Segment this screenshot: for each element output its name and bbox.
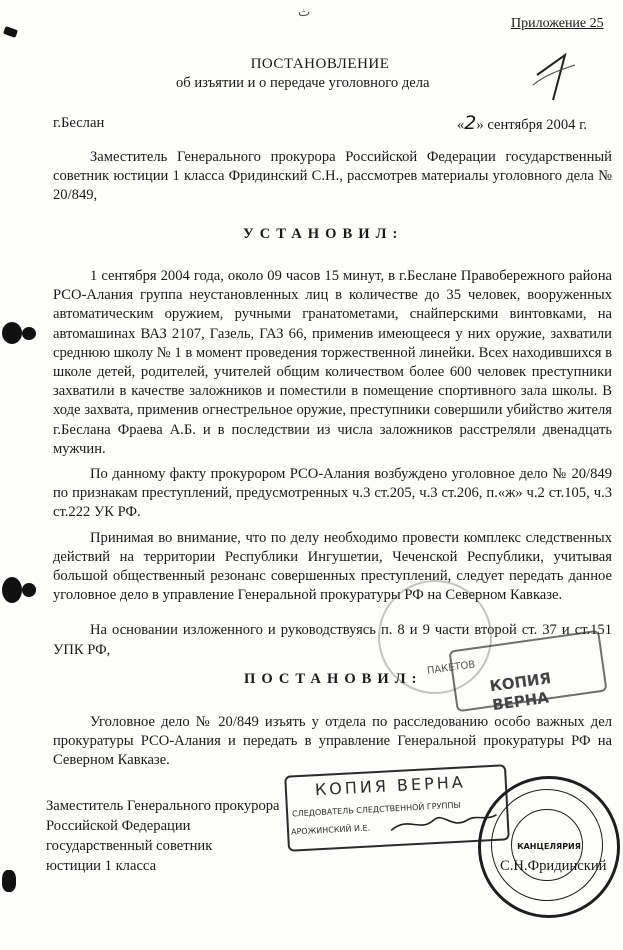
signer-name: С.Н.Фридинский — [500, 858, 607, 874]
seal-center-text: КАНЦЕЛЯРИЯ — [517, 842, 581, 851]
handwritten-number — [525, 45, 585, 105]
date-day: 2 — [464, 112, 477, 134]
city: г.Беслан — [53, 115, 105, 131]
packet-stamp-title: ПАКЕТОВ — [426, 659, 477, 677]
signature-line: юстиции 1 класса — [46, 858, 157, 874]
hole-punch — [2, 322, 22, 344]
paragraph-grounds: На основании изложенного и руководствуясь п. 8 и 9 части второй ст. 37 и ст.151 УПК РФ, — [53, 622, 612, 658]
hole-punch — [3, 26, 18, 38]
document-title: ПОСТАНОВЛЕНИЕ — [250, 56, 390, 72]
copy-stamp-title: КОПИЯ ВЕРНА — [314, 772, 467, 800]
document-subtitle: об изъятии и о передаче уголовного дела — [176, 75, 430, 91]
hole-punch — [2, 870, 16, 892]
paragraph-events: 1 сентября 2004 года, около 09 часов 15 минут, в г.Беслане Правобережного района РСО-Алания группа неустановленных лиц в количестве до 35 человек, вооруженных автоматическим оружием, ручными гранатометами, снайперскими винтовками, на автомашинах ВАЗ 2107, Газель, ГАЗ 66, применив имеющееся у них оружие, захватили среднюю школу № 1 в момент проведения торжественной линейки. Всех находившихся в школе детей, родителей, учителей общим количеством более 600 человек преступники захватили в качестве заложников и поместили в помещение спортивного зала школы. В ходе захвата, применив огнестрельное оружие, преступники совершили убийство жителя г.Беслана Фраева А.Б. и в последствии из числа заложников расстреляли двенадцать мужчин. — [53, 268, 612, 457]
intro-paragraph: Заместитель Генерального прокурора Российской Федерации государственный советник юстиции 1 класса Фридинский С.Н., рассмотрев материалы уголовного дела № 20/849, — [53, 149, 612, 204]
official-round-seal — [478, 776, 620, 918]
signature-line: Заместитель Генерального прокурора — [46, 798, 280, 814]
signature-block — [46, 796, 280, 876]
decided-heading: ПОСТАНОВИЛ: — [244, 671, 423, 687]
paragraph-case: По данному факту прокурором РСО-Алания возбуждено уголовное дело № 20/849 по признакам преступлений, предусмотренных ч.3 ст.205, ч.3 ст.206, п.«ж» ч.2 ст.105, ч.3 ст.222 УК РФ. — [53, 466, 612, 521]
copy-stamp-name: АРОЖИНСКИЙ И.Е. — [290, 823, 371, 837]
date-suffix: » сентября 2004 г. — [476, 117, 588, 133]
appendix-label: Приложение 25 — [511, 16, 604, 31]
copy-stamp-role: СЛЕДОВАТЕЛЬ СЛЕДСТВЕННОЙ ГРУППЫ — [291, 800, 461, 819]
established-body — [53, 267, 612, 660]
established-heading: УСТАНОВИЛ: — [243, 226, 404, 242]
date — [457, 114, 587, 135]
date-prefix: « — [457, 117, 465, 133]
decision-paragraph: Уголовное дело № 20/849 изъять у отдела по расследованию особо важных дел прокуратуры РСО-Алания и передать в управление Генеральной прокуратуры РФ на Северном Кавказе. — [53, 714, 612, 769]
signature-line: Российской Федерации — [46, 818, 191, 834]
hole-punch — [22, 327, 36, 340]
signature-line: государственный советник — [46, 838, 213, 854]
paragraph-reasons: Принимая во внимание, что по делу необходимо провести комплекс следственных действий на территории Республики Ингушетии, Чеченской Республики, учитывая большой общественный резонанс совершенных преступлений, следует передать данное уголовное дело в управление Генеральной прокуратуры РФ на Северном Кавказе. — [53, 529, 612, 604]
hole-punch — [22, 583, 36, 597]
hole-punch — [2, 577, 22, 603]
scribble-mark: ﺙ — [298, 4, 311, 19]
copy-true-stamp — [284, 764, 510, 852]
packet-stamp-copy: КОПИЯ ВЕРНА — [488, 668, 553, 715]
